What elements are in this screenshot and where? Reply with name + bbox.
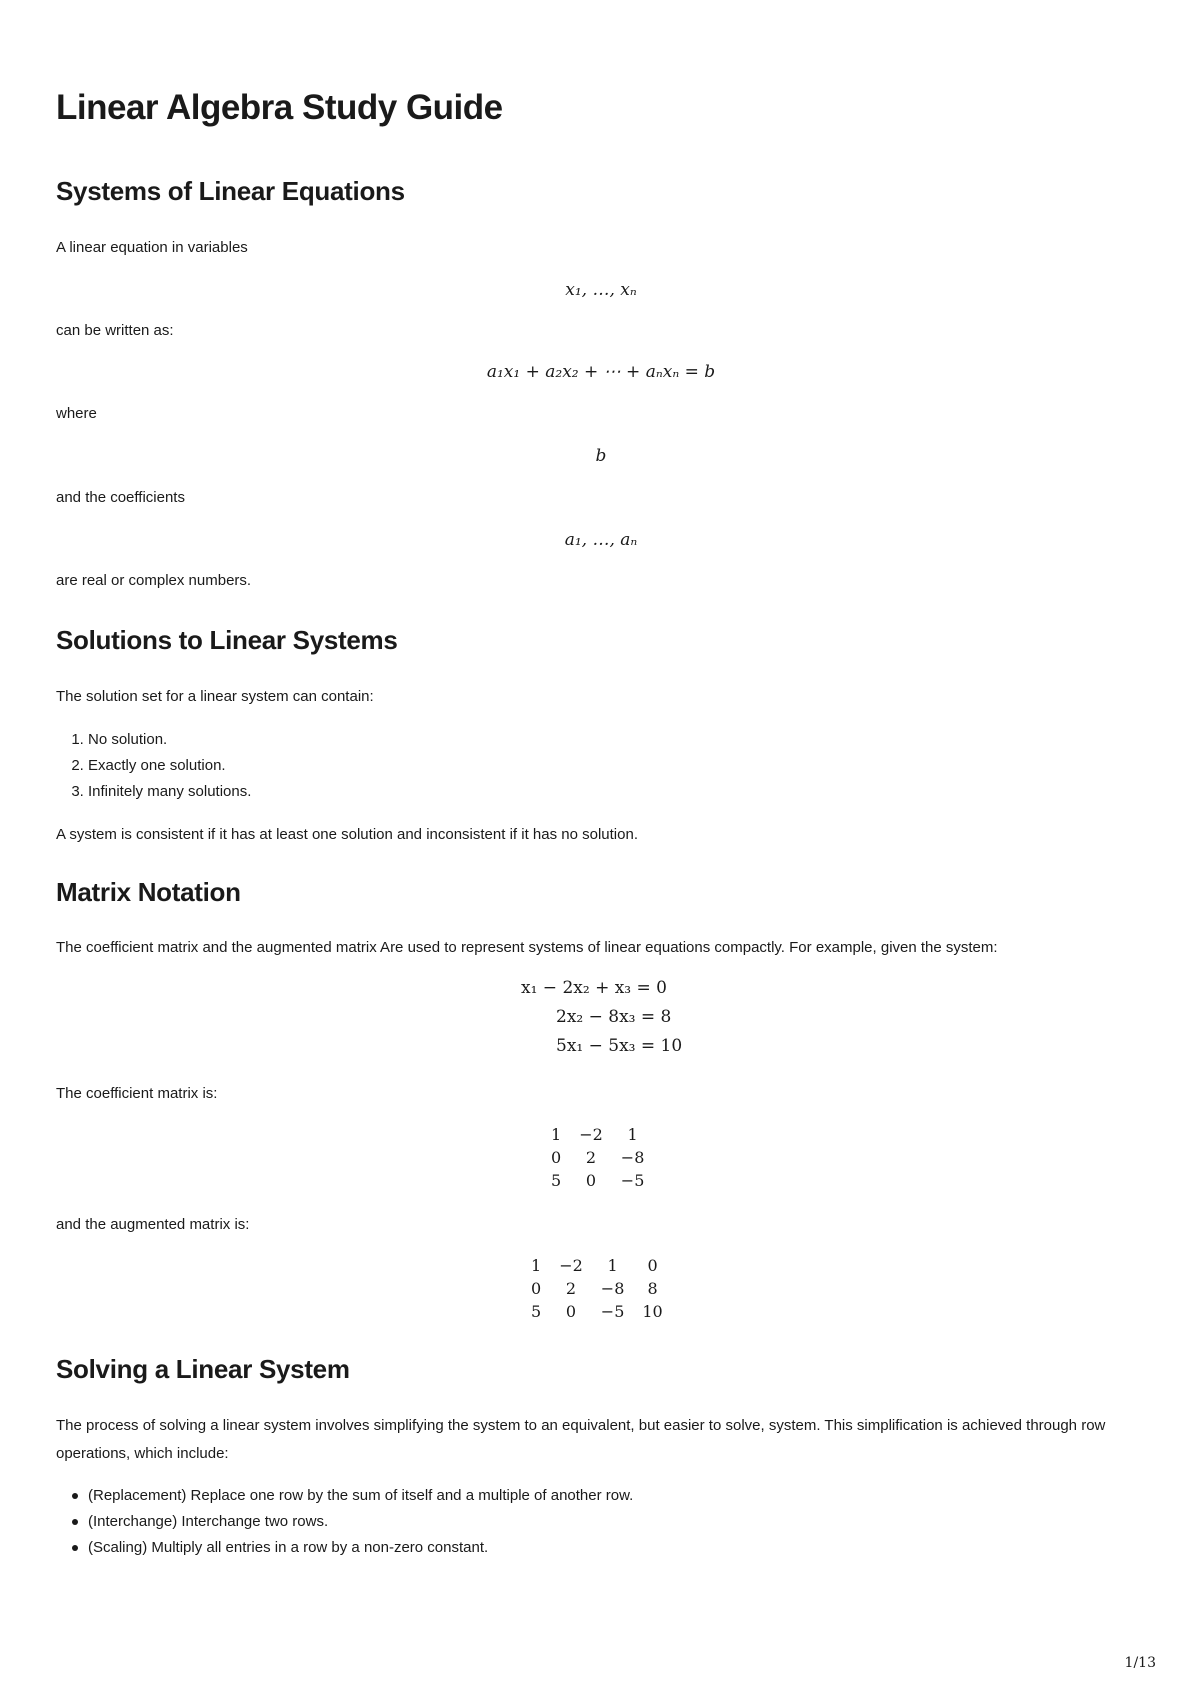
matrix-cell: −2 [579,1125,603,1144]
matrix-cell: 1 [551,1125,562,1144]
matrix-cell: 1 [627,1125,638,1144]
matrix-cell: 10 [642,1302,663,1321]
heading-solutions: Solutions to Linear Systems [56,625,398,655]
heading-systems: Systems of Linear Equations [56,176,405,206]
matrix-cell: 1 [607,1256,618,1275]
matrix-cell: 0 [531,1279,542,1298]
row-operations-list [56,1483,633,1561]
coefficient-matrix [542,1123,653,1192]
paragraph: A system is consistent if it has at least one solution and inconsistent if it has no solution. [56,826,638,843]
system-row: 5x₁ − 5x₃ = 10 [556,1036,683,1056]
matrix-cell: 0 [647,1256,658,1275]
augmented-matrix [522,1254,672,1323]
paragraph: The coefficient matrix and the augmented matrix Are used to represent systems of linear equations compactly. For example, given the system: [56,939,998,956]
math-coefficients: a₁, …, aₙ [564,530,638,550]
paragraph: and the coefficients [56,489,185,506]
matrix-cell: 0 [585,1171,597,1190]
math-linear-equation: a₁x₁ + a₂x₂ + ⋯ + aₙxₙ = b [486,362,716,382]
matrix-cell: 8 [647,1279,658,1298]
matrix-cell: 2 [585,1148,597,1167]
matrix-cell: 0 [565,1302,577,1321]
paragraph: can be written as: [56,322,174,339]
matrix-cell: −5 [600,1302,625,1321]
page-number: 1/13 [1124,1655,1156,1671]
list-item: 1. No solution. [88,727,251,753]
paragraph: The coefficient matrix is: [56,1085,218,1102]
paragraph: A linear equation in variables [56,239,248,256]
matrix-cell: 2 [565,1279,577,1298]
matrix-cell: −8 [620,1148,645,1167]
paragraph: are real or complex numbers. [56,572,252,589]
paragraph: where [56,405,97,422]
list-item: (Interchange) Interchange two rows. [88,1509,633,1535]
list-item: (Replacement) Replace one row by the sum of itself and a multiple of another row. [88,1483,633,1509]
paragraph: and the augmented matrix is: [56,1216,250,1233]
heading-solving: Solving a Linear System [56,1354,350,1384]
matrix-cell: 1 [531,1256,542,1275]
paragraph: The solution set for a linear system can contain: [56,688,374,705]
system-row: x₁ − 2x₂ + x₃ = 0 [521,978,667,998]
matrix-cell: 5 [531,1302,542,1321]
math-variables: x₁, …, xₙ [565,280,637,300]
matrix-cell: −8 [600,1279,625,1298]
list-item: 3. Infinitely many solutions. [88,779,251,805]
page-title: Linear Algebra Study Guide [56,88,503,127]
list-item: (Scaling) Multiply all entries in a row by a non-zero constant. [88,1535,633,1561]
heading-matrix: Matrix Notation [56,877,241,907]
paragraph: The process of solving a linear system involves simplifying the system to an equivalent, but easier to solve, system. This simplification is achieved through row operations, which include: [56,1417,1106,1462]
system-row: 2x₂ − 8x₃ = 8 [556,1007,672,1027]
matrix-cell: 0 [551,1148,562,1167]
solutions-list [56,727,251,805]
matrix-cell: 5 [551,1171,562,1190]
matrix-cell: −5 [620,1171,645,1190]
math-b: b [595,446,607,466]
list-item: 2. Exactly one solution. [88,753,251,779]
matrix-cell: −2 [559,1256,583,1275]
